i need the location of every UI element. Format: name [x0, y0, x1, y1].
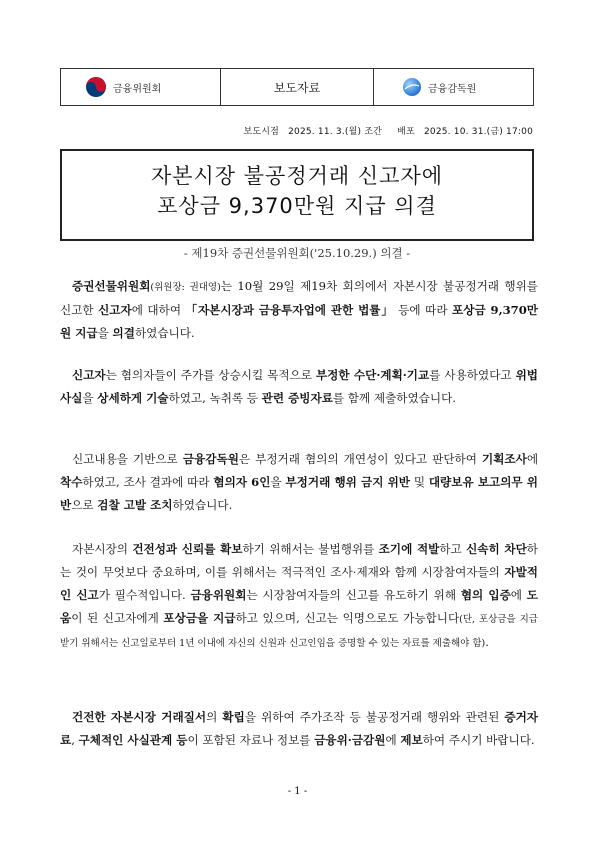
text-run: 이 된 신고자에게: [71, 611, 164, 625]
paragraph-1: [60, 275, 538, 345]
page-number: - 1 -: [287, 786, 308, 797]
text-run: 하였습니다.: [134, 326, 195, 340]
text-run: 가 필수적입니다.: [98, 588, 191, 602]
paragraph-3: [60, 448, 538, 517]
text-run: 포상금 9,370만원 지급: [60, 303, 539, 340]
press-release-label: 보도자료: [273, 80, 321, 95]
text-run: 검찰 고발 조치: [97, 498, 173, 512]
text-run: 하였고, 녹취록 등: [168, 391, 262, 405]
dateline: [237, 124, 533, 137]
distribution-value: 2025. 10. 31.(금) 17:00: [423, 127, 533, 137]
text-run: 는 혐의자들이 주가를 상승시킬 목적으로: [105, 368, 316, 382]
text-run: 도움: [60, 588, 538, 625]
text-run: 부정거래 행위 금지 위반: [285, 475, 410, 489]
text-run: 증거자료: [60, 710, 538, 747]
text-run: 은 부정거래 혐의의 개연성이 있다고 판단하여: [238, 452, 482, 466]
text-run: 신고자: [72, 368, 106, 382]
text-run: 하고 있으며, 신고는 익명으로도 가능합니다: [235, 611, 460, 625]
text-run: 의결: [112, 326, 135, 340]
text-run: 자본시장의: [72, 542, 133, 556]
text-run: 하여 주시기 바랍니다.: [422, 733, 535, 747]
text-run: 혐의 입증: [460, 588, 511, 602]
text-run: 하기 위해서는 불법행위를: [242, 542, 379, 556]
title-box: [60, 149, 534, 241]
paragraph-2: [60, 364, 538, 410]
text-run: 는 10월 29일 제19차 회의에서 자본시장 불공정거래 행위를 신고한: [60, 279, 538, 317]
text-run: 건전성과 신뢰를 확보: [132, 542, 243, 556]
fsc-org: [61, 69, 221, 105]
text-run: ,: [71, 733, 79, 747]
text-run: 의: [206, 710, 223, 724]
text-run: 을 위하여 주가조작 등 불공정거래 행위와 관련된: [244, 710, 505, 724]
paragraph-5: [60, 706, 538, 752]
text-run: 건전한 자본시장 거래질서: [72, 710, 207, 724]
title-line-2: 포상금 9,370만원 지급 의결: [157, 194, 437, 218]
text-run: 하고: [439, 542, 467, 556]
fsc-name: 금융위원회: [113, 83, 162, 95]
text-run: 을: [270, 475, 286, 489]
text-run: 에: [510, 588, 527, 602]
text-run: 위법사실: [60, 368, 538, 405]
text-run: 혐의자 6인: [213, 475, 271, 489]
text-run: 증권선물위원회: [72, 279, 151, 293]
text-run: 신고내용을 기반으로: [72, 452, 183, 466]
text-run: 조기에 적발: [378, 542, 440, 556]
text-run: 에: [526, 452, 539, 466]
text-run: 관련 증빙자료: [261, 391, 333, 405]
text-run: 구체적인 사실관계 등: [78, 733, 188, 747]
release-value: 2025. 11. 3.(월) 조간: [288, 127, 383, 137]
subtitle: - 제19차 증권선물위원회('25.10.29.) 의결 -: [183, 246, 411, 260]
text-run: 대량보유 보고의무 위반: [60, 475, 539, 512]
text-run: 를 사용하였다고: [429, 368, 516, 382]
text-run: 하였습니다.: [172, 498, 233, 512]
text-run: 는 시장참여자들의 신고를 유도하기 위해: [246, 588, 461, 602]
text-run: 및: [410, 475, 429, 489]
text-run: 을: [82, 391, 98, 405]
text-run: .: [485, 635, 489, 649]
text-run: 하는 것이 무엇보다 중요하며, 이를 위해서는 적극적인 조사·제재와 함께 시장참여자들의: [60, 542, 538, 579]
title-line-1: 자본시장 불공정거래 신고자에: [150, 164, 444, 188]
text-run: 금융감독원: [182, 452, 239, 466]
text-run: 에 대하여: [131, 303, 186, 317]
text-run: 으로: [71, 498, 98, 512]
text-run: 신고자: [98, 303, 132, 317]
text-run: 이 포함된 자료나 정보를: [187, 733, 315, 747]
press-header: [60, 68, 534, 106]
text-run: 금융위·금감원: [314, 733, 386, 747]
text-run: 하였고, 조사 결과에 따라: [82, 475, 214, 489]
distribution-label: 배포: [397, 127, 415, 137]
text-run: 기획조사: [482, 452, 527, 466]
text-run: 확립: [222, 710, 245, 724]
text-run: 착수: [60, 475, 83, 489]
text-run: 포상금을 지급: [163, 611, 236, 625]
text-run: 을: [97, 326, 113, 340]
text-run: 「자본시장과 금융투자업에 관한 법률」: [185, 303, 394, 317]
fsc-logo-icon: [85, 76, 107, 98]
release-label: 보도시점: [243, 127, 280, 137]
text-run: (단, 포상금을 지급받기 위해서는 신고일로부터 1년 이내에 자신의 신원과 신고인임을 증명할 수 있는 자료를 제출해야 함): [60, 614, 538, 649]
text-run: 부정한 수단·계획·기교: [315, 368, 430, 382]
text-run: 등에 따라: [393, 303, 453, 317]
text-run: (위원장: 권대영): [150, 282, 221, 293]
text-run: 에: [385, 733, 401, 747]
paragraph-4: [60, 538, 538, 655]
text-run: 신속히 차단: [466, 542, 527, 556]
fss-name: 금융감독원: [428, 83, 477, 95]
text-run: 상세하게 기술: [97, 391, 169, 405]
text-run: 자발적인 신고: [60, 565, 538, 602]
text-run: 를 함께 제출하였습니다.: [332, 391, 456, 405]
fss-logo-icon: [402, 77, 422, 97]
fss-org: [373, 69, 533, 105]
text-run: 제보: [400, 733, 423, 747]
text-run: 금융위원회: [190, 588, 247, 602]
